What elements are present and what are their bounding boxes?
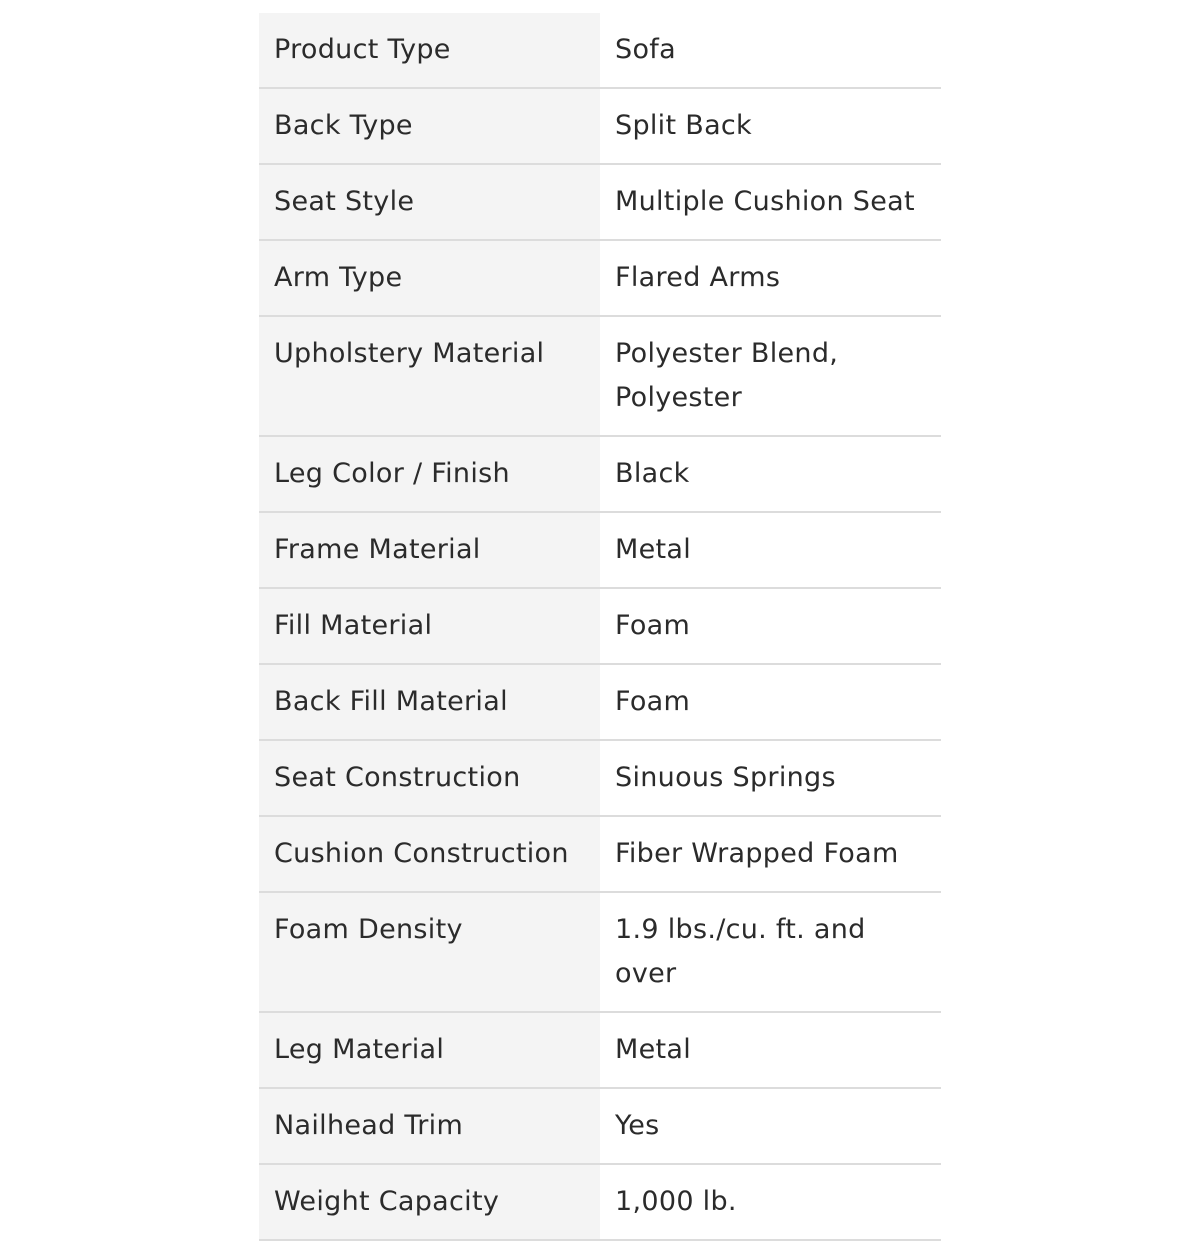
spec-label: Back Type: [259, 88, 600, 164]
table-row: [259, 13, 941, 88]
spec-value: Yes: [600, 1088, 941, 1164]
table-row: [259, 240, 941, 316]
spec-value: Foam: [600, 588, 941, 664]
spec-label: Foam Density: [259, 892, 600, 1012]
spec-label: Weight Capacity: [259, 1164, 600, 1240]
spec-value: Fiber Wrapped Foam: [600, 816, 941, 892]
spec-value: 1.9 lbs./cu. ft. and over: [600, 892, 941, 1012]
spec-value: 1,000 lb.: [600, 1164, 941, 1240]
spec-label: Seat Construction: [259, 740, 600, 816]
spec-value: Split Back: [600, 88, 941, 164]
table-row: [259, 512, 941, 588]
table-row: [259, 588, 941, 664]
spec-label: Seat Style: [259, 164, 600, 240]
spec-value: Foam: [600, 664, 941, 740]
spec-value: Metal: [600, 1012, 941, 1088]
table-row: [259, 1164, 941, 1240]
spec-label: Fill Material: [259, 588, 600, 664]
table-row: [259, 664, 941, 740]
spec-value: Metal: [600, 512, 941, 588]
spec-value: Sofa: [600, 13, 941, 88]
spec-label: Nailhead Trim: [259, 1088, 600, 1164]
table-row: [259, 88, 941, 164]
spec-label: Frame Material: [259, 512, 600, 588]
table-row: [259, 816, 941, 892]
spec-label: Leg Color / Finish: [259, 436, 600, 512]
table-row: [259, 740, 941, 816]
spec-value: Black: [600, 436, 941, 512]
spec-label: Leg Material: [259, 1012, 600, 1088]
table-row: [259, 1012, 941, 1088]
table-row: [259, 164, 941, 240]
spec-label: Arm Type: [259, 240, 600, 316]
specifications-table: [259, 13, 941, 1241]
table-row: [259, 436, 941, 512]
spec-label: Cushion Construction: [259, 816, 600, 892]
spec-label: Upholstery Material: [259, 316, 600, 436]
spec-value: Flared Arms: [600, 240, 941, 316]
spec-value: Sinuous Springs: [600, 740, 941, 816]
spec-value: Multiple Cushion Seat: [600, 164, 941, 240]
table-row: [259, 316, 941, 436]
table-row: [259, 1088, 941, 1164]
spec-label: Product Type: [259, 13, 600, 88]
spec-value: Polyester Blend, Polyester: [600, 316, 941, 436]
table-row: [259, 892, 941, 1012]
spec-label: Back Fill Material: [259, 664, 600, 740]
